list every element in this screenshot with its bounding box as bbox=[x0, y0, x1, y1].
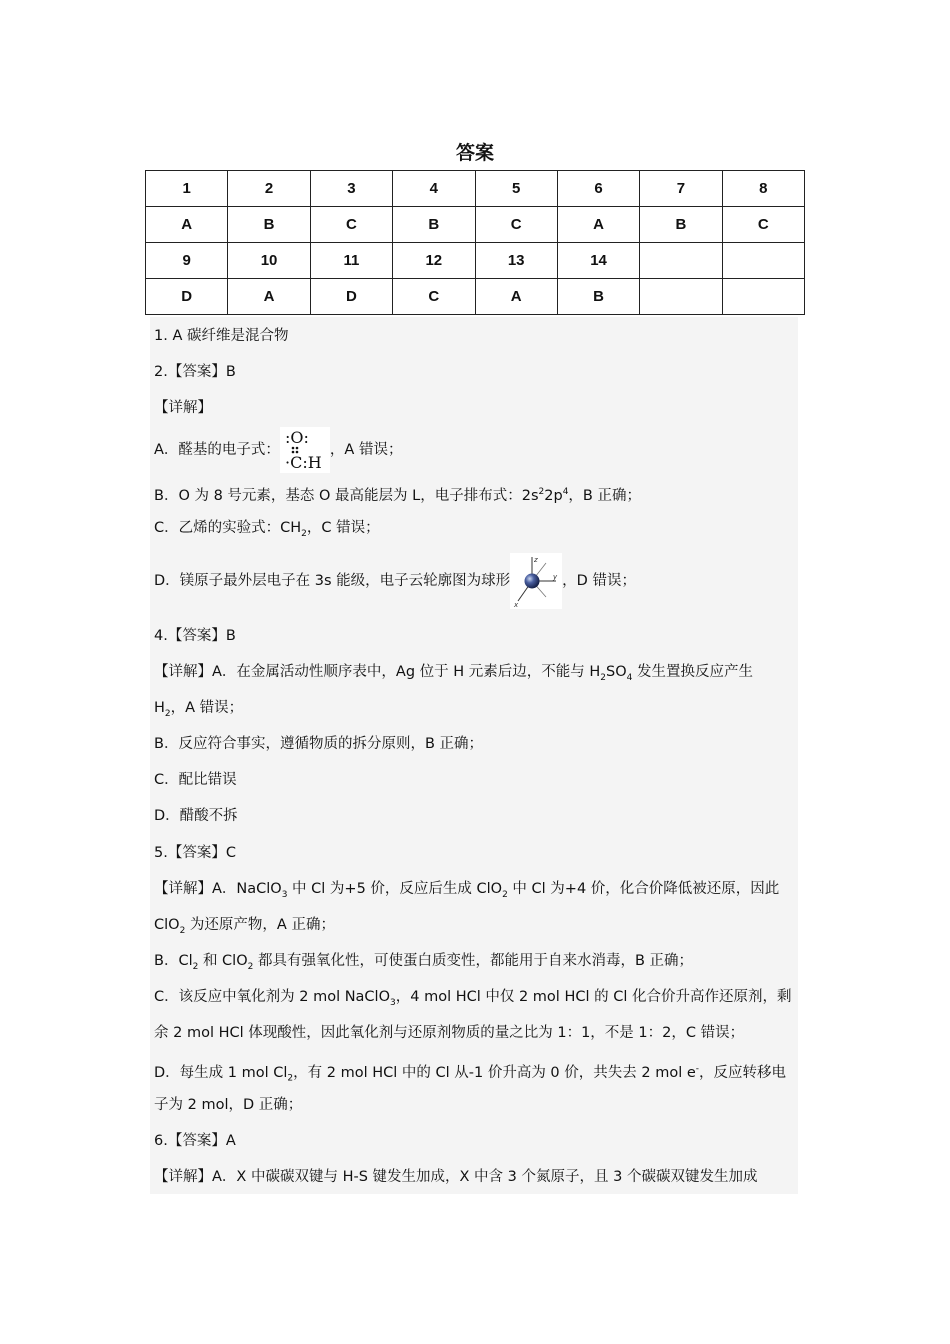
table-row bbox=[146, 171, 805, 207]
superscript: - bbox=[695, 1064, 700, 1074]
line-text: D．镁原子最外层电子在 3s 能级，电子云轮廓图为球形 bbox=[154, 573, 511, 589]
explanation-line: B．反应符合事实，遵循物质的拆分原则，B 正确； bbox=[154, 736, 484, 752]
line-text: 为还原产物，A 正确； bbox=[185, 917, 335, 933]
table-cell: 3 bbox=[310, 171, 392, 207]
table-cell: 8 bbox=[722, 171, 804, 207]
table-cell: A bbox=[228, 279, 310, 315]
table-cell: 5 bbox=[475, 171, 557, 207]
line-text: 发生置换反应产生 bbox=[632, 664, 753, 680]
explanation-line bbox=[154, 951, 693, 977]
table-row bbox=[146, 207, 805, 243]
table-cell: C bbox=[310, 207, 392, 243]
subscript: 3 bbox=[390, 997, 396, 1008]
subscript: 2 bbox=[287, 1073, 294, 1084]
table-cell: A bbox=[146, 207, 228, 243]
explanation-line: 【详解】A．X 中碳碳双键与 H-S 键发生加成，X 中含 3 个氮原子，且 3 个碳碳双键发生加成 bbox=[154, 1169, 758, 1185]
table-cell: 2 bbox=[228, 171, 310, 207]
table-cell: A bbox=[557, 207, 639, 243]
subscript: 3 bbox=[281, 889, 288, 900]
line-text: 中 Cl 为+5 价，反应后生成 ClO bbox=[287, 881, 503, 897]
subscript: 2 bbox=[301, 528, 307, 539]
subscript: 4 bbox=[626, 672, 633, 683]
line-text: ，有 2 mol HCl 中的 Cl 从-1 价升高为 0 价，共失去 2 mol e bbox=[293, 1064, 696, 1081]
explanation-line bbox=[154, 1059, 786, 1089]
table-cell: D bbox=[146, 279, 228, 315]
explanation-line-magnesium bbox=[154, 553, 636, 609]
explanation-line: 子为 2 mol，D 正确； bbox=[154, 1097, 303, 1113]
table-cell: A bbox=[475, 279, 557, 315]
spherical-orbital-icon bbox=[510, 553, 562, 609]
line-text: ，B 正确； bbox=[568, 487, 641, 504]
subscript: 2 bbox=[502, 889, 508, 900]
line-text: 都具有强氧化性，可使蛋白质变性，都能用于自来水消毒，B 正确； bbox=[253, 953, 694, 969]
table-cell: 10 bbox=[228, 243, 310, 279]
line-text: ，C 错误； bbox=[306, 520, 380, 536]
subscript: 2 bbox=[164, 708, 171, 719]
explanation-line bbox=[154, 987, 791, 1013]
explanation-line-oxygen bbox=[154, 482, 641, 506]
table-cell: 6 bbox=[557, 171, 639, 207]
electron-cloud-image bbox=[510, 553, 562, 609]
table-row bbox=[146, 243, 805, 279]
answer-line-2: 2.【答案】B bbox=[154, 364, 236, 380]
line-text: ClO bbox=[154, 917, 180, 933]
table-cell: 12 bbox=[393, 243, 475, 279]
line-text: D．每生成 1 mol Cl bbox=[154, 1064, 288, 1081]
table-cell: 11 bbox=[310, 243, 392, 279]
line-text: H bbox=[154, 700, 165, 716]
table-cell: 14 bbox=[557, 243, 639, 279]
table-cell: 4 bbox=[393, 171, 475, 207]
superscript: 2 bbox=[538, 487, 545, 497]
explanation-line bbox=[154, 662, 753, 688]
explanation-line bbox=[154, 915, 335, 941]
line-text: 2p bbox=[544, 487, 563, 504]
subscript: 2 bbox=[247, 961, 254, 972]
table-cell bbox=[640, 243, 722, 279]
table-cell: 1 bbox=[146, 171, 228, 207]
line-text: ，D 错误； bbox=[562, 573, 636, 589]
line-text: ，4 mol HCl 中仅 2 mol HCl 的 Cl 化合价升高作还原剂，剩 bbox=[395, 989, 792, 1005]
line-text: A．醛基的电子式： bbox=[154, 442, 280, 458]
line-text: ，A 错误； bbox=[329, 442, 403, 458]
explanation-line: C．配比错误 bbox=[154, 772, 237, 788]
line-text: B．Cl bbox=[154, 953, 193, 969]
explanation-line: D．醋酸不拆 bbox=[154, 808, 238, 824]
line-text: ，A 错误； bbox=[170, 700, 244, 716]
page-title: 答案 bbox=[455, 142, 494, 164]
line-text: SO bbox=[606, 664, 627, 680]
electron-formula-image bbox=[280, 427, 330, 473]
table-row bbox=[146, 279, 805, 315]
table-cell: B bbox=[393, 207, 475, 243]
table-cell: D bbox=[310, 279, 392, 315]
aldehyde-electron-formula-icon bbox=[280, 427, 330, 473]
formula-carbon: ·C:H bbox=[284, 453, 322, 472]
subscript: 2 bbox=[192, 961, 199, 972]
line-text: 中 Cl 为+4 价，化合价降低被还原，因此 bbox=[507, 881, 780, 897]
table-cell: B bbox=[557, 279, 639, 315]
explanation-line-ethylene bbox=[154, 518, 380, 544]
explanation-line bbox=[154, 698, 243, 724]
explanation-line-aldehyde bbox=[154, 427, 402, 473]
line-text: 【详解】A．NaClO bbox=[154, 881, 282, 897]
table-cell bbox=[640, 279, 722, 315]
line-text: C．乙烯的实验式：CH bbox=[154, 520, 302, 536]
table-cell bbox=[722, 279, 804, 315]
answer-line-1: 1. A 碳纤维是混合物 bbox=[154, 328, 289, 344]
superscript: 4 bbox=[562, 487, 569, 497]
table-cell: C bbox=[722, 207, 804, 243]
line-text: 和 ClO bbox=[198, 953, 248, 969]
table-cell bbox=[722, 243, 804, 279]
subscript: 2 bbox=[600, 672, 607, 683]
table-cell: 13 bbox=[475, 243, 557, 279]
table-cell: 7 bbox=[640, 171, 722, 207]
axis-z-label: z bbox=[534, 556, 538, 564]
answer-line-6: 6.【答案】A bbox=[154, 1133, 236, 1149]
explanation-line bbox=[154, 879, 779, 905]
line-text: 【详解】A．在金属活动性顺序表中，Ag 位于 H 元素后边，不能与 H bbox=[154, 664, 601, 680]
table-cell: B bbox=[640, 207, 722, 243]
table-cell: C bbox=[475, 207, 557, 243]
line-text: B．O 为 8 号元素，基态 O 最高能层为 L，电子排布式：2s bbox=[154, 487, 539, 504]
table-cell: 9 bbox=[146, 243, 228, 279]
axis-y-label: y bbox=[553, 573, 558, 581]
line-text: C．该反应中氧化剂为 2 mol NaClO bbox=[154, 989, 390, 1005]
formula-oxygen: :O: bbox=[284, 428, 309, 447]
explanation-line: 余 2 mol HCl 体现酸性，因此氧化剂与还原剂物质的量之比为 1：1，不是 1：2，C 错误； bbox=[154, 1025, 745, 1041]
answer-line-4: 4.【答案】B bbox=[154, 628, 236, 644]
answer-line-5: 5.【答案】C bbox=[154, 845, 236, 861]
table-cell: C bbox=[393, 279, 475, 315]
subscript: 2 bbox=[179, 925, 186, 936]
detail-heading: 【详解】 bbox=[154, 400, 212, 416]
table-cell: B bbox=[228, 207, 310, 243]
line-text: ，反应转移电 bbox=[699, 1064, 787, 1081]
answer-table bbox=[145, 170, 805, 315]
axis-x-label: x bbox=[514, 601, 519, 609]
